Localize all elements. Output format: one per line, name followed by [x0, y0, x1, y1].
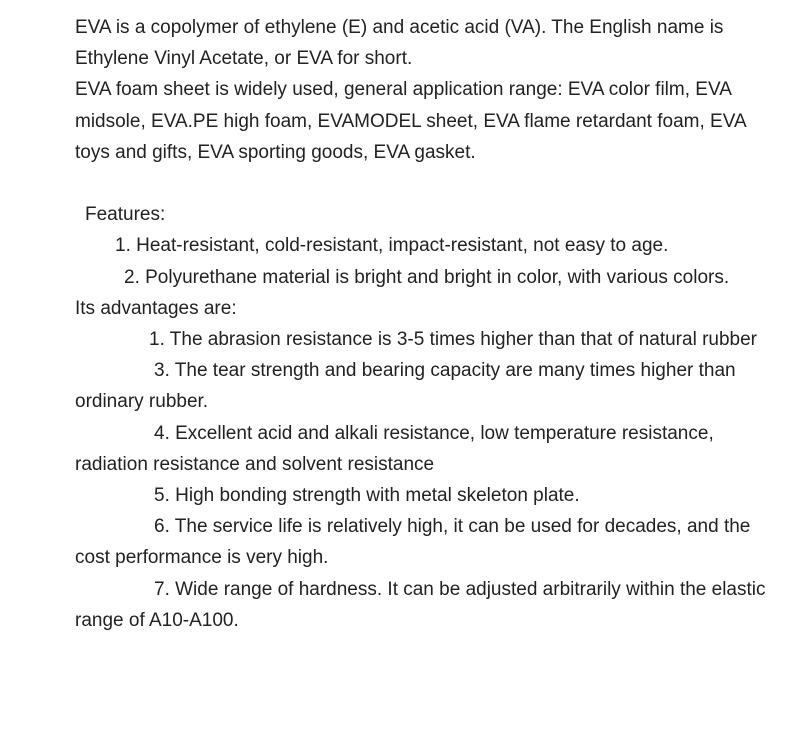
- feature-item: 2. Polyurethane material is bright and bright in color, with various colors.: [124, 266, 730, 288]
- paragraph-spacer: [75, 168, 775, 199]
- advantage-item: 5. High bonding strength with metal skeleton plate.: [154, 485, 580, 507]
- intro-applications: EVA foam sheet is widely used, general application range: EVA color film, EVA midsole, EVA.PE high foam, EVAMODEL sheet, EVA flame retardant foam, EVA toys and gifts, EVA sporting goods, EVA gasket.: [75, 79, 746, 163]
- advantage-item: 3. The tear strength and bearing capacity are many times higher than ordinary rubber.: [75, 360, 736, 413]
- article-body: [75, 12, 775, 636]
- feature-item: 1. Heat-resistant, cold-resistant, impact-resistant, not easy to age.: [115, 235, 669, 257]
- advantage-item: 7. Wide range of hardness. It can be adjusted arbitrarily within the elastic range of A10-A100.: [75, 578, 766, 631]
- advantages-heading: Its advantages are:: [75, 297, 237, 319]
- intro-definition: EVA is a copolymer of ethylene (E) and acetic acid (VA). The English name is Ethylene Vinyl Acetate, or EVA for short.: [75, 17, 724, 70]
- advantage-item: 1. The abrasion resistance is 3-5 times higher than that of natural rubber: [149, 329, 757, 351]
- advantage-item: 4. Excellent acid and alkali resistance, low temperature resistance, radiation resistance and solvent resistance: [75, 422, 714, 475]
- features-heading: Features:: [85, 204, 166, 226]
- advantage-item: 6. The service life is relatively high, it can be used for decades, and the cost performance is very high.: [75, 516, 751, 569]
